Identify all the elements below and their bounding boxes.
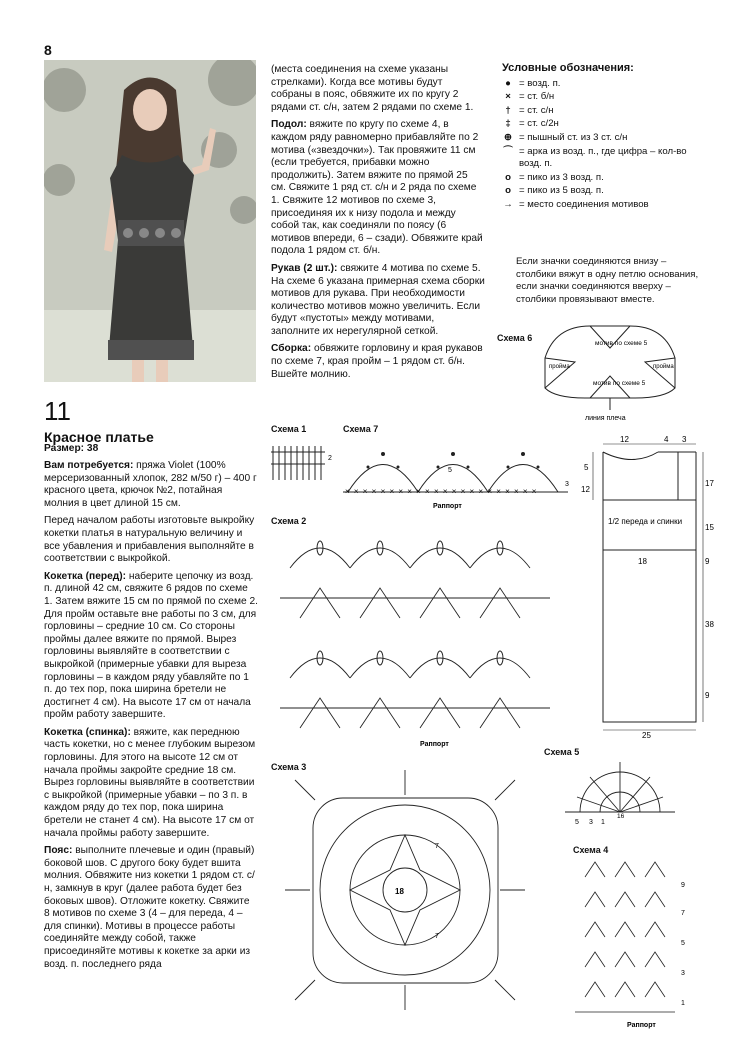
dimension-label: 5 — [584, 463, 589, 472]
legend-item: ● = возд. п. — [502, 78, 707, 91]
scheme-3-diagram — [285, 770, 530, 1010]
scheme-5-number: 3 — [589, 819, 593, 826]
rapport-label: Раппорт — [420, 741, 449, 748]
dimension-label: 4 — [664, 435, 669, 444]
paragraph: Кокетка (перед): наберите цепочку из возд. п. длиной 42 см, свяжите 6 рядов по схеме 1. Затем вяжите 15 см по прямой по схеме 2. Для пройм оставьте вне работы по 3 см, для горловины – средние 10 см. Со стороны проймы далее вяжите по прямой. Вырез горловины выявляйте в соответствии с выкройкой (примерные убавки для выреза горловины – в каждом ряду убавляйте по 1 п. до тех пор, пока ширина бретели не достигнет 4 см). На высоте 17 см от начала пройм работу завершите. — [44, 570, 258, 721]
paragraph: Кокетка (спинка): вяжите, как переднюю часть кокетки, но с менее глубоким вырезом горловины. Для этого на высоте 12 см от начала проймы закройте средние 18 см. Вырез горловины выявляйте в соответствии с выкройкой (примерные убавки – по 3 п. в каждом ряду до тех пор, пока ширина бретели не станет 4 см). На высоте 17 см от начала проймы работу завершите. — [44, 726, 256, 839]
legend-item: o = пико из 5 возд. п. — [502, 185, 707, 198]
scheme-7-number: 5 — [448, 467, 452, 474]
scheme-7-number: 3 — [565, 481, 569, 488]
row-number: 3 — [681, 970, 685, 977]
treble-crochet-icon: ‡ — [505, 118, 511, 130]
paragraph: Пояс: выполните плечевые и один (правый) боковой шов. С другого боку будет вшита молния. Обвяжите низ кокетки 1 рядом ст. с/н, замкнув в круг (далее работа будет без боковых швов). Отложите кокетку. Свяжите 8 мотивов по схеме 3 (4 – для переда, 4 – для спинки). Мотивы в процессе работы соединяйте между собой, также присоединяйте мотивы к кокетке за арки из возд. п. последнего ряда — [44, 845, 255, 970]
armhole-label: пройма — [549, 364, 570, 370]
join-arrow-icon: → — [503, 198, 513, 210]
svg-text:× × × × × × × × × × × × × × ×: × × × × × × × × × × × × × × × × × × × × × × — [345, 487, 538, 496]
scheme-3-number: 7 — [435, 933, 439, 940]
single-crochet-icon: × — [505, 91, 511, 103]
picot-5-icon: o — [505, 185, 511, 197]
scheme-6-diagram — [535, 318, 685, 428]
rapport-label: Раппорт — [433, 503, 462, 510]
dimension-label: 15 — [705, 523, 714, 532]
dimension-label: 9 — [705, 691, 710, 700]
pattern-piece-label: 1/2 переда и спинки — [608, 517, 683, 526]
paragraph: Рукав (2 шт.): свяжите 4 мотива по схеме 5. На схеме 6 указана примерная схема сборки мотивов для рукава. При необходимости количество мотивов можно увеличить. Если будут «пустоты» между мотивами, заполните их нерегулярной сеткой. — [271, 262, 485, 337]
scheme-3-number: 7 — [435, 843, 439, 850]
double-crochet-icon: † — [505, 104, 511, 116]
page-number: 8 — [44, 42, 52, 58]
dimension-label: 12 — [581, 485, 590, 494]
paragraph: (места соединения на схеме указаны стрелками). Когда все мотивы будут собраны в пояс, обвяжите их по кругу 2 рядами ст. с/н, затем 2 рядами по схеме 1. — [271, 64, 474, 113]
dimension-label: 18 — [638, 557, 647, 566]
scheme-4-label: Схема 4 — [573, 845, 609, 855]
scheme-5-diagram — [565, 752, 675, 832]
dimension-label: 25 — [642, 731, 651, 740]
scheme-1-label: Схема 1 — [271, 424, 307, 434]
shoulder-line-label: линия плеча — [585, 415, 626, 422]
paragraph: Вам потребуется: пряжа Violet (100% мерсеризованный хлопок, 282 м/50 г) – 400 г красного цвета, крючок №2, потайная молния в цвет длиной 15 см. — [44, 460, 257, 509]
instructions-column-1 — [44, 460, 258, 976]
scheme-5-center: 16 — [617, 813, 625, 820]
scheme-5-label: Схема 5 — [544, 747, 580, 757]
row-number: 5 — [681, 940, 685, 947]
dimension-label: 38 — [705, 620, 714, 629]
pattern-number: 11 — [44, 396, 71, 426]
paragraph: Сборка: обвяжите горловину и края рукавов по схеме 7, края пройм – 1 рядом ст. б/н. Вшейте молнию. — [271, 343, 483, 380]
motif-label: мотив по схеме 5 — [593, 380, 646, 387]
scheme-2-label: Схема 2 — [271, 516, 307, 526]
scheme-7-diagram — [343, 432, 575, 512]
dimension-label: 17 — [705, 479, 714, 488]
pattern-diagram — [578, 432, 718, 740]
row-number: 2 — [328, 455, 332, 462]
motif-label: мотив по схеме 5 — [595, 340, 648, 347]
scheme-3-label: Схема 3 — [271, 762, 307, 772]
legend-item: † = ст. с/н — [502, 105, 707, 118]
dimension-label: 12 — [620, 435, 629, 444]
model-photo — [44, 60, 256, 382]
dimension-label: 9 — [705, 557, 710, 566]
rapport-label: Раппорт — [627, 1022, 656, 1029]
pattern-title: Красное платье — [44, 429, 154, 445]
paragraph: Перед началом работы изготовьте выкройку кокетки платья в натуральную величину и все убавления и прибавления выполняйте в соответствии с выкройкой. — [44, 515, 255, 565]
scheme-7-label: Схема 7 — [343, 424, 379, 434]
legend-note: Если значки соединяются внизу – столбики вяжут в одну петлю основания, если значки соединяются вверху – столбики провязывают вместе. — [516, 256, 699, 305]
scheme-4-diagram — [575, 857, 695, 1032]
legend-item: o = пико из 3 возд. п. — [502, 172, 707, 185]
scheme-6-label: Схема 6 — [497, 333, 533, 343]
scheme-5-number: 5 — [575, 819, 579, 826]
legend-item: × = ст. б/н — [502, 91, 707, 104]
pattern-size: Размер: 38 — [44, 443, 99, 454]
row-number: 7 — [681, 910, 685, 917]
dimension-label: 3 — [682, 435, 687, 444]
legend-item: ⌒ = арка из возд. п., где цифра – кол-во возд. п. — [503, 145, 687, 170]
scheme-5-number: 1 — [601, 819, 605, 826]
legend — [502, 62, 707, 213]
chain-arch-icon: ⌒ — [503, 145, 513, 157]
legend-item: ⊕ = пышный ст. из 3 ст. с/н — [503, 131, 628, 143]
row-number: 1 — [681, 1000, 685, 1007]
legend-title: Условные обозначения: — [502, 62, 634, 74]
instructions-column-2 — [271, 64, 485, 386]
legend-item: ‡ = ст. с/2н — [502, 118, 707, 131]
center-number: 18 — [395, 887, 404, 896]
paragraph: Подол: вяжите по кругу по схеме 4, в каждом ряду равномерно прибавляйте по 2 мотива («звездочки»). Так провяжите 11 см (если требуется, прибавки можно продолжить). Затем вяжите по прямой 25 см. Свяжите 1 ряд ст. с/н и 2 ряда по схеме 1. Свяжите 12 мотивов по схеме 3, присоединяя их к низу подола и между собой так, как соединяли по поясу (6 мотивов впереди, 6 – сзади). Обвяжите край подола 1 рядом ст. б/н. — [271, 119, 483, 257]
puff-stitch-icon: ⊕ — [503, 131, 513, 143]
scheme-2-diagram — [280, 528, 565, 748]
legend-item: → = место соединения мотивов — [503, 198, 649, 210]
armhole-label: пройма — [653, 364, 674, 370]
scheme-1-diagram — [271, 440, 337, 490]
picot-3-icon: o — [505, 171, 511, 183]
chain-stitch-icon: ● — [505, 77, 511, 89]
row-number: 9 — [681, 882, 685, 889]
